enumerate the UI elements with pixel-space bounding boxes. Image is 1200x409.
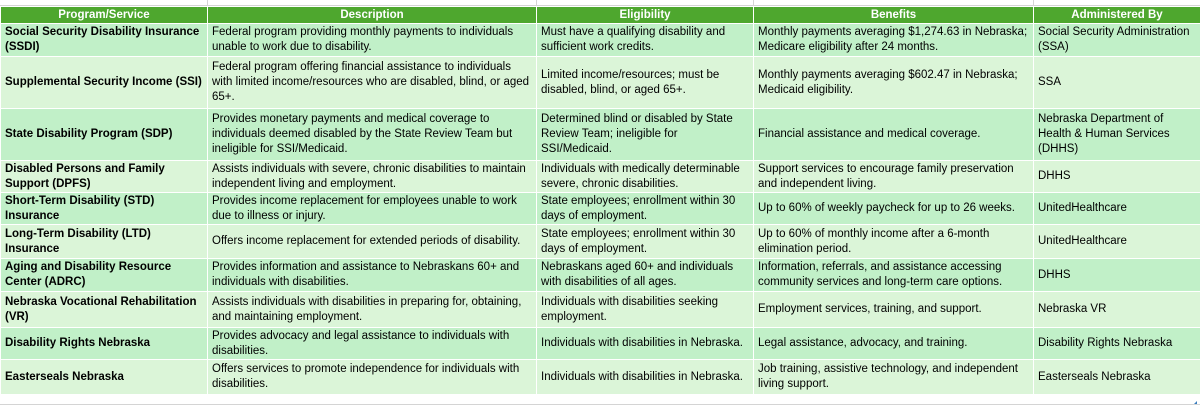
cell-program[interactable]: Social Security Disability Insurance (SSDI) xyxy=(1,24,208,57)
header-program[interactable]: Program/Service xyxy=(1,7,208,24)
cell-description[interactable]: Provides monetary payments and medical coverage to individuals deemed disabled by the State Review Team but ineligible for SSI/Medicaid. xyxy=(208,109,537,161)
cell-description[interactable]: Federal program providing monthly payments to individuals unable to work due to disability. xyxy=(208,24,537,57)
cell-administered-by[interactable]: Social Security Administration (SSA) xyxy=(1034,24,1200,57)
cell-benefits[interactable]: Employment services, training, and support. xyxy=(754,292,1034,328)
cell-benefits[interactable]: Job training, assistive technology, and independent living support. xyxy=(754,360,1034,395)
header-eligibility[interactable]: Eligibility xyxy=(537,7,754,24)
cell-description[interactable]: Offers services to promote independence for individuals with disabilities. xyxy=(208,360,537,395)
cell-eligibility[interactable]: Limited income/resources; must be disabled, blind, or aged 65+. xyxy=(537,57,754,109)
cell-administered-by[interactable]: Nebraska Department of Health & Human Services (DHHS) xyxy=(1034,109,1200,161)
cell-eligibility[interactable]: Determined blind or disabled by State Review Team; ineligible for SSI/Medicaid. xyxy=(537,109,754,161)
cell-administered-by[interactable]: DHHS xyxy=(1034,259,1200,292)
table-row xyxy=(1,259,1200,292)
cell-eligibility[interactable]: Nebraskans aged 60+ and individuals with disabilities of all ages. xyxy=(537,259,754,292)
cell-benefits[interactable]: Support services to encourage family preservation and independent living. xyxy=(754,161,1034,193)
cell-benefits[interactable]: Monthly payments averaging $1,274.63 in Nebraska; Medicare eligibility after 24 months. xyxy=(754,24,1034,57)
header-administered-by[interactable]: Administered By xyxy=(1034,7,1200,24)
cell-description[interactable]: Assists individuals with severe, chronic disabilities to maintain independent living and employment. xyxy=(208,161,537,193)
cell-eligibility[interactable]: State employees; enrollment within 30 days of employment. xyxy=(537,193,754,225)
table-row xyxy=(1,24,1200,57)
table-row xyxy=(1,57,1200,109)
cell-benefits[interactable]: Financial assistance and medical coverage. xyxy=(754,109,1034,161)
table-row xyxy=(1,292,1200,328)
cell-program[interactable]: Nebraska Vocational Rehabilitation (VR) xyxy=(1,292,208,328)
cell-administered-by[interactable]: SSA xyxy=(1034,57,1200,109)
cell-program[interactable]: Disability Rights Nebraska xyxy=(1,328,208,360)
cell-eligibility[interactable]: State employees; enrollment within 30 days of employment. xyxy=(537,225,754,259)
cell-description[interactable]: Provides information and assistance to Nebraskans 60+ and individuals with disabilities. xyxy=(208,259,537,292)
cell-description[interactable]: Assists individuals with disabilities in preparing for, obtaining, and maintaining employment. xyxy=(208,292,537,328)
cell-benefits[interactable]: Up to 60% of weekly paycheck for up to 26 weeks. xyxy=(754,193,1034,225)
cell-eligibility[interactable]: Individuals with disabilities in Nebraska. xyxy=(537,328,754,360)
cell-eligibility[interactable]: Must have a qualifying disability and sufficient work credits. xyxy=(537,24,754,57)
cell-eligibility[interactable]: Individuals with medically determinable severe, chronic disabilities. xyxy=(537,161,754,193)
cell-administered-by[interactable]: UnitedHealthcare xyxy=(1034,225,1200,259)
cell-program[interactable]: Long-Term Disability (LTD) Insurance xyxy=(1,225,208,259)
cell-administered-by[interactable]: Nebraska VR xyxy=(1034,292,1200,328)
header-benefits[interactable]: Benefits xyxy=(754,7,1034,24)
cell-description[interactable]: Provides income replacement for employees unable to work due to illness or injury. xyxy=(208,193,537,225)
cell-program[interactable]: State Disability Program (SDP) xyxy=(1,109,208,161)
cell-program[interactable]: Supplemental Security Income (SSI) xyxy=(1,57,208,109)
cell-benefits[interactable]: Information, referrals, and assistance accessing community services and long-term care options. xyxy=(754,259,1034,292)
cell-benefits[interactable]: Up to 60% of monthly income after a 6-month elimination period. xyxy=(754,225,1034,259)
next-row-strip xyxy=(0,404,1200,409)
header-description[interactable]: Description xyxy=(208,7,537,24)
cell-eligibility[interactable]: Individuals with disabilities seeking employment. xyxy=(537,292,754,328)
table-row xyxy=(1,328,1200,360)
cell-administered-by[interactable]: DHHS xyxy=(1034,161,1200,193)
cell-program[interactable]: Aging and Disability Resource Center (ADRC) xyxy=(1,259,208,292)
cell-administered-by[interactable]: Easterseals Nebraska xyxy=(1034,360,1200,395)
table-row xyxy=(1,360,1200,395)
cell-description[interactable]: Provides advocacy and legal assistance to individuals with disabilities. xyxy=(208,328,537,360)
cell-benefits[interactable]: Legal assistance, advocacy, and training. xyxy=(754,328,1034,360)
table-row xyxy=(1,225,1200,259)
cell-description[interactable]: Federal program offering financial assistance to individuals with limited income/resources who are disabled, blind, or aged 65+. xyxy=(208,57,537,109)
cell-program[interactable]: Disabled Persons and Family Support (DPFS) xyxy=(1,161,208,193)
cell-program[interactable]: Short-Term Disability (STD) Insurance xyxy=(1,193,208,225)
programs-table xyxy=(0,6,1200,395)
cell-administered-by[interactable]: Disability Rights Nebraska xyxy=(1034,328,1200,360)
table-row xyxy=(1,161,1200,193)
table-row xyxy=(1,109,1200,161)
cell-administered-by[interactable]: UnitedHealthcare xyxy=(1034,193,1200,225)
cell-description[interactable]: Offers income replacement for extended periods of disability. xyxy=(208,225,537,259)
header-row xyxy=(1,7,1200,24)
cell-benefits[interactable]: Monthly payments averaging $602.47 in Nebraska; Medicaid eligibility. xyxy=(754,57,1034,109)
cell-eligibility[interactable]: Individuals with disabilities in Nebraska. xyxy=(537,360,754,395)
cell-program[interactable]: Easterseals Nebraska xyxy=(1,360,208,395)
table-row xyxy=(1,193,1200,225)
